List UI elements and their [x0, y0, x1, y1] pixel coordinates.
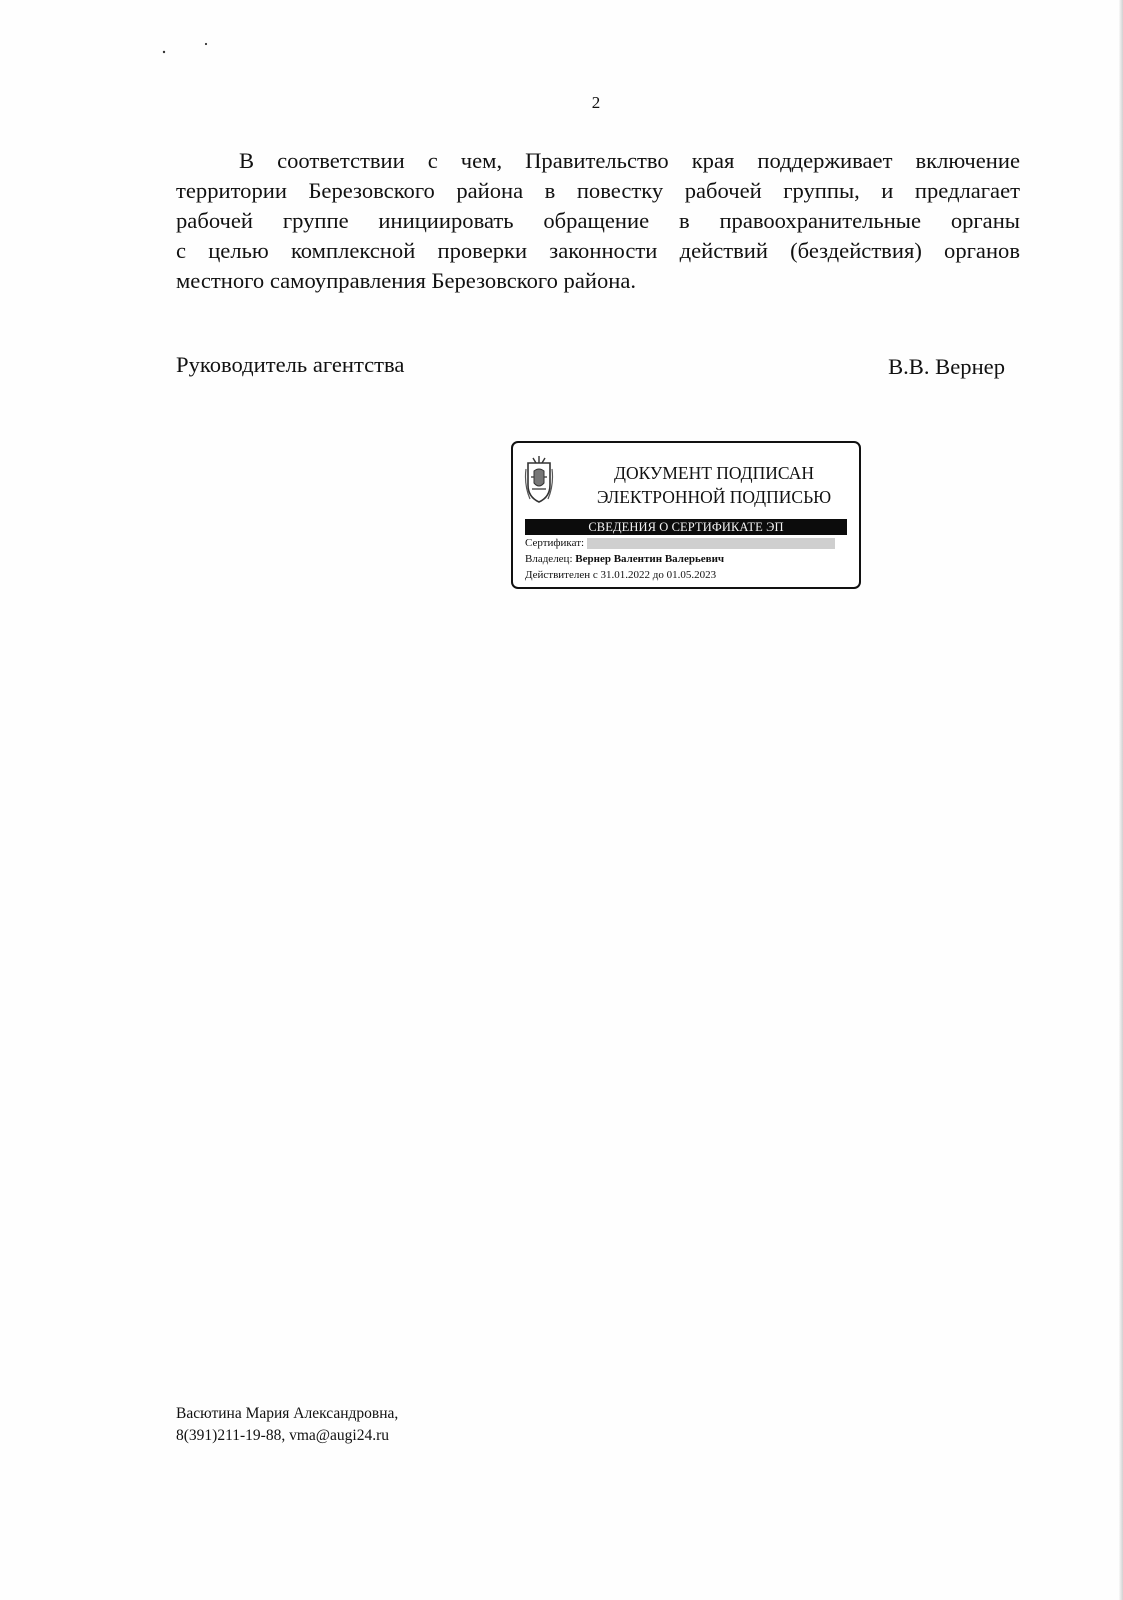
- owner-row: [525, 552, 724, 566]
- body-paragraph: [176, 146, 1020, 296]
- contact-name: Васютина Мария Александровна,: [176, 1405, 399, 1422]
- owner-label: Владелец:: [525, 553, 573, 565]
- body-line: В соответствии с чем, Правительство края поддерживает включение: [239, 148, 1020, 173]
- signer-title: Руководитель агентства: [176, 352, 405, 377]
- body-line: рабочей группе инициировать обращение в правоохранительные органы: [176, 208, 1020, 233]
- contact-footer: [176, 1403, 398, 1447]
- stamp-heading-line: ДОКУМЕНТ ПОДПИСАН: [614, 463, 814, 483]
- certificate-info-bar: СВЕДЕНИЯ О СЕРТИФИКАТЕ ЭП: [525, 519, 847, 535]
- validity-row: Действителен с 31.01.2022 до 01.05.2023: [525, 569, 717, 581]
- signer-name: В.В. Вернер: [888, 354, 1005, 379]
- certificate-label: Сертификат:: [525, 537, 585, 549]
- scan-speck-mark: [162, 42, 208, 56]
- page-number: 2: [591, 93, 601, 112]
- certificate-row: [525, 536, 835, 550]
- electronic-signature-stamp: [511, 441, 861, 589]
- owner-name: Вернер Валентин Валерьевич: [575, 553, 725, 565]
- stamp-heading: [579, 461, 849, 509]
- body-line: с целью комплексной проверки законности действий (бездействия) органов: [176, 238, 1020, 263]
- coat-of-arms-icon: [524, 455, 554, 507]
- contact-details: 8(391)211-19-88, vma@augi24.ru: [176, 1427, 390, 1444]
- body-line: территории Березовского района в повестку рабочей группы, и предлагает: [176, 178, 1020, 203]
- redacted-certificate-number: [587, 538, 835, 549]
- stamp-heading-line: ЭЛЕКТРОННОЙ ПОДПИСЬЮ: [596, 487, 832, 507]
- body-line: местного самоуправления Березовского района.: [176, 268, 637, 293]
